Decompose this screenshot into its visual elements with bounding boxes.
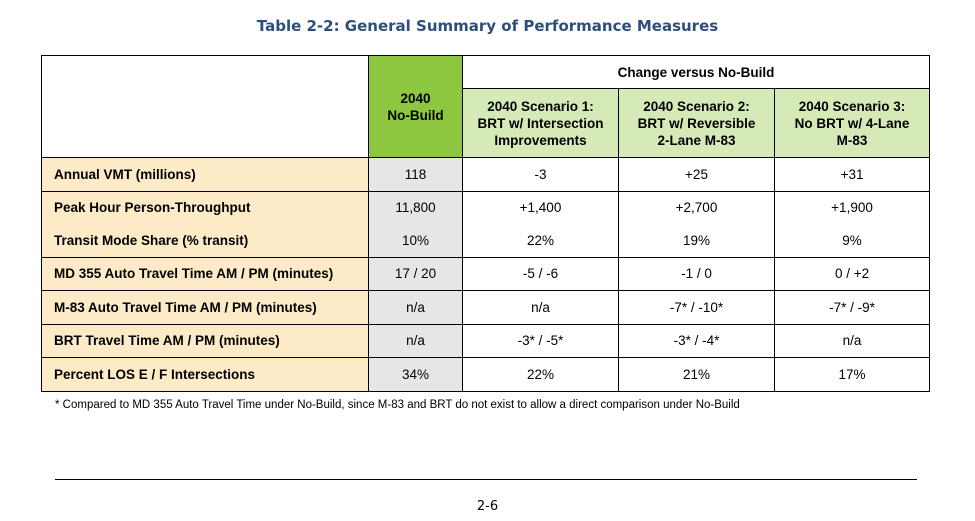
scenario-3-value: -7* / -9*	[775, 291, 930, 325]
row-label: Peak Hour Person-Throughput	[42, 191, 369, 224]
row-label: MD 355 Auto Travel Time AM / PM (minutes)	[42, 257, 369, 291]
scenario-3-value: 17%	[775, 358, 930, 392]
scenario-1-value: n/a	[463, 291, 619, 325]
table-caption: Table 2-2: General Summary of Performance Measures	[256, 17, 719, 35]
header-scenario-1: 2040 Scenario 1: BRT w/ Intersection Improvements	[463, 89, 619, 158]
table-row	[42, 257, 930, 291]
nobuild-value: 34%	[369, 358, 463, 392]
row-label: M-83 Auto Travel Time AM / PM (minutes)	[42, 291, 369, 325]
header-change-group: Change versus No-Build	[463, 56, 930, 89]
row-label: Annual VMT (millions)	[42, 158, 369, 192]
header-blank-cell	[42, 56, 369, 158]
scenario-3-value: 9%	[775, 224, 930, 257]
scenario-1-value: 22%	[463, 224, 619, 257]
row-label: Transit Mode Share (% transit)	[42, 224, 369, 257]
table-row	[42, 291, 930, 325]
header-scenario-3: 2040 Scenario 3: No BRT w/ 4-Lane M-83	[775, 89, 930, 158]
scenario-3-value: +1,900	[775, 191, 930, 224]
row-label: BRT Travel Time AM / PM (minutes)	[42, 324, 369, 358]
nobuild-value: 11,800	[369, 191, 463, 224]
scenario-2-value: -7* / -10*	[619, 291, 775, 325]
table-row	[42, 324, 930, 358]
table-row	[42, 224, 930, 257]
scenario-3-value: n/a	[775, 324, 930, 358]
scenario-1-value: -5 / -6	[463, 257, 619, 291]
nobuild-value: 17 / 20	[369, 257, 463, 291]
scenario-2-value: -1 / 0	[619, 257, 775, 291]
scenario-2-value: 21%	[619, 358, 775, 392]
table-footnote: * Compared to MD 355 Auto Travel Time under No-Build, since M-83 and BRT do not exist to allow a direct comparison under No-Build	[55, 399, 740, 411]
scenario-1-value: +1,400	[463, 191, 619, 224]
table-row	[42, 158, 930, 192]
nobuild-value: 10%	[369, 224, 463, 257]
performance-table	[41, 55, 930, 392]
nobuild-value: n/a	[369, 291, 463, 325]
scenario-3-value: +31	[775, 158, 930, 192]
scenario-1-value: 22%	[463, 358, 619, 392]
row-label: Percent LOS E / F Intersections	[42, 358, 369, 392]
table-row	[42, 191, 930, 224]
scenario-2-value: 19%	[619, 224, 775, 257]
page-footer-rule	[55, 479, 917, 480]
header-scenario-2: 2040 Scenario 2: BRT w/ Reversible 2-Lane M-83	[619, 89, 775, 158]
scenario-2-value: +2,700	[619, 191, 775, 224]
scenario-2-value: -3* / -4*	[619, 324, 775, 358]
scenario-1-value: -3	[463, 158, 619, 192]
page-number: 2-6	[476, 499, 499, 514]
table-row	[42, 358, 930, 392]
scenario-3-value: 0 / +2	[775, 257, 930, 291]
scenario-2-value: +25	[619, 158, 775, 192]
header-nobuild: 2040 No-Build	[369, 56, 463, 158]
scenario-1-value: -3* / -5*	[463, 324, 619, 358]
nobuild-value: n/a	[369, 324, 463, 358]
nobuild-value: 118	[369, 158, 463, 192]
